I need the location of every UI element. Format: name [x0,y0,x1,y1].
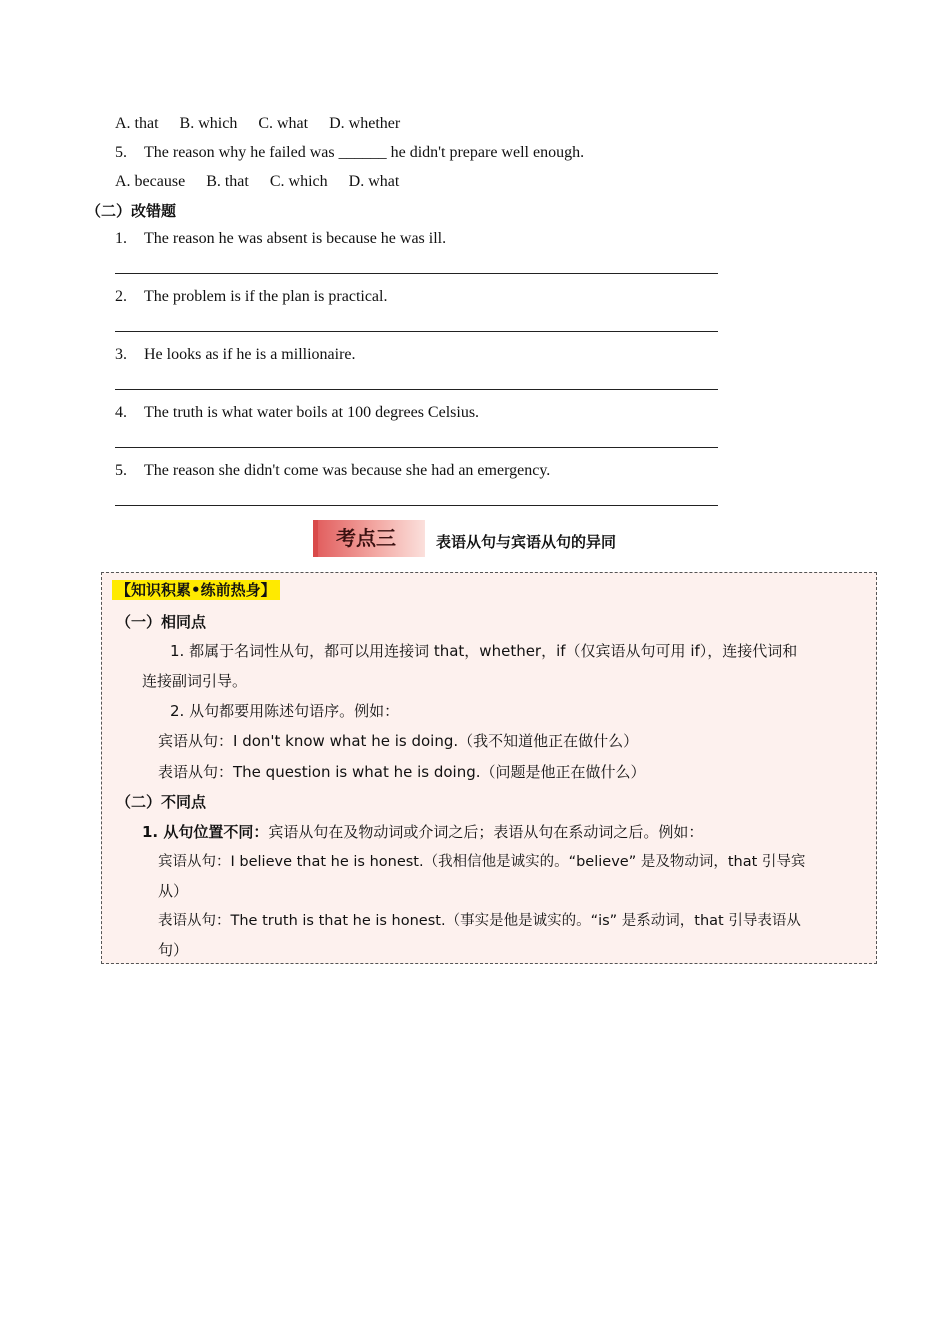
same-point-1-line1: 1. 都属于名词性从句，都可以用连接词 that，whether，if（仅宾语从句可用 if），连接代词和 [170,642,798,660]
example-predicative-2-line1: 表语从句：The truth is that he is honest.（事实是他是诚实的。“is” 是系动词，that 引导表语从 [158,913,801,929]
same-heading: （一）相同点 [116,613,207,631]
answer-line-3[interactable] [115,389,718,390]
correction-item-1 [115,229,446,249]
correction-text: The problem is if the plan is practical. [144,288,388,305]
example-predicative-1: 表语从句：The question is what he is doing.（问题是他正在做什么） [158,763,646,781]
example-object-2-line2: 从） [158,882,189,900]
correction-number: 5. [115,462,127,479]
example-predicative-2-line2: 句） [158,941,189,959]
kaodian-label: 考点三 [313,520,425,557]
diff-heading: （二）不同点 [116,793,207,811]
answer-line-5[interactable] [115,505,718,506]
q4-option-d: D. whether [329,115,401,132]
same-point-1-line2: 连接副词引导。 [142,672,248,690]
correction-text: He looks as if he is a millionaire. [144,346,356,363]
kaodian-title: 表语从句与宾语从句的异同 [436,533,617,551]
answer-line-4[interactable] [115,447,718,448]
q5-option-b: B. that [206,173,249,190]
knowledge-tag: 【知识积累•练前热身】 [112,580,280,600]
q5-question [115,143,584,163]
answer-line-1[interactable] [115,273,718,274]
q4-option-b: B. which [179,115,238,132]
diff-point-1 [142,822,703,842]
q5-options [115,172,420,192]
correction-text: The reason he was absent is because he was ill. [144,230,447,247]
q5-text: The reason why he failed was ______ he didn't prepare well enough. [144,144,585,161]
q5-option-c: C. which [269,173,328,190]
correction-text: The truth is what water boils at 100 degrees Celsius. [144,404,480,421]
correction-number: 4. [115,404,127,421]
section-heading-correction: （二）改错题 [86,202,177,220]
correction-item-4 [115,403,479,423]
example-object-2-line1: 宾语从句：I believe that he is honest.（我相信他是诚实的。“believe” 是及物动词，that 引导宾 [158,854,806,870]
q5-option-d: D. what [348,173,400,190]
q5-option-a: A. because [115,173,186,190]
q4-options [115,114,421,134]
same-point-2: 2. 从句都要用陈述句语序。例如： [170,702,400,720]
correction-text: The reason she didn't come was because she had an emergency. [144,462,551,479]
diff-point-1-text: 宾语从句在及物动词或介词之后；表语从句在系动词之后。例如： [268,823,704,841]
correction-number: 2. [115,288,127,305]
correction-item-2 [115,287,387,307]
correction-item-3 [115,345,356,365]
correction-number: 1. [115,230,127,247]
example-object-1: 宾语从句：I don't know what he is doing.（我不知道他正在做什么） [158,732,639,750]
q4-option-c: C. what [258,115,309,132]
correction-number: 3. [115,346,127,363]
q5-number: 5. [115,144,127,161]
correction-item-5 [115,461,550,481]
answer-line-2[interactable] [115,331,718,332]
q4-option-a: A. that [115,115,159,132]
diff-point-1-label: 1. 从句位置不同： [142,823,269,841]
